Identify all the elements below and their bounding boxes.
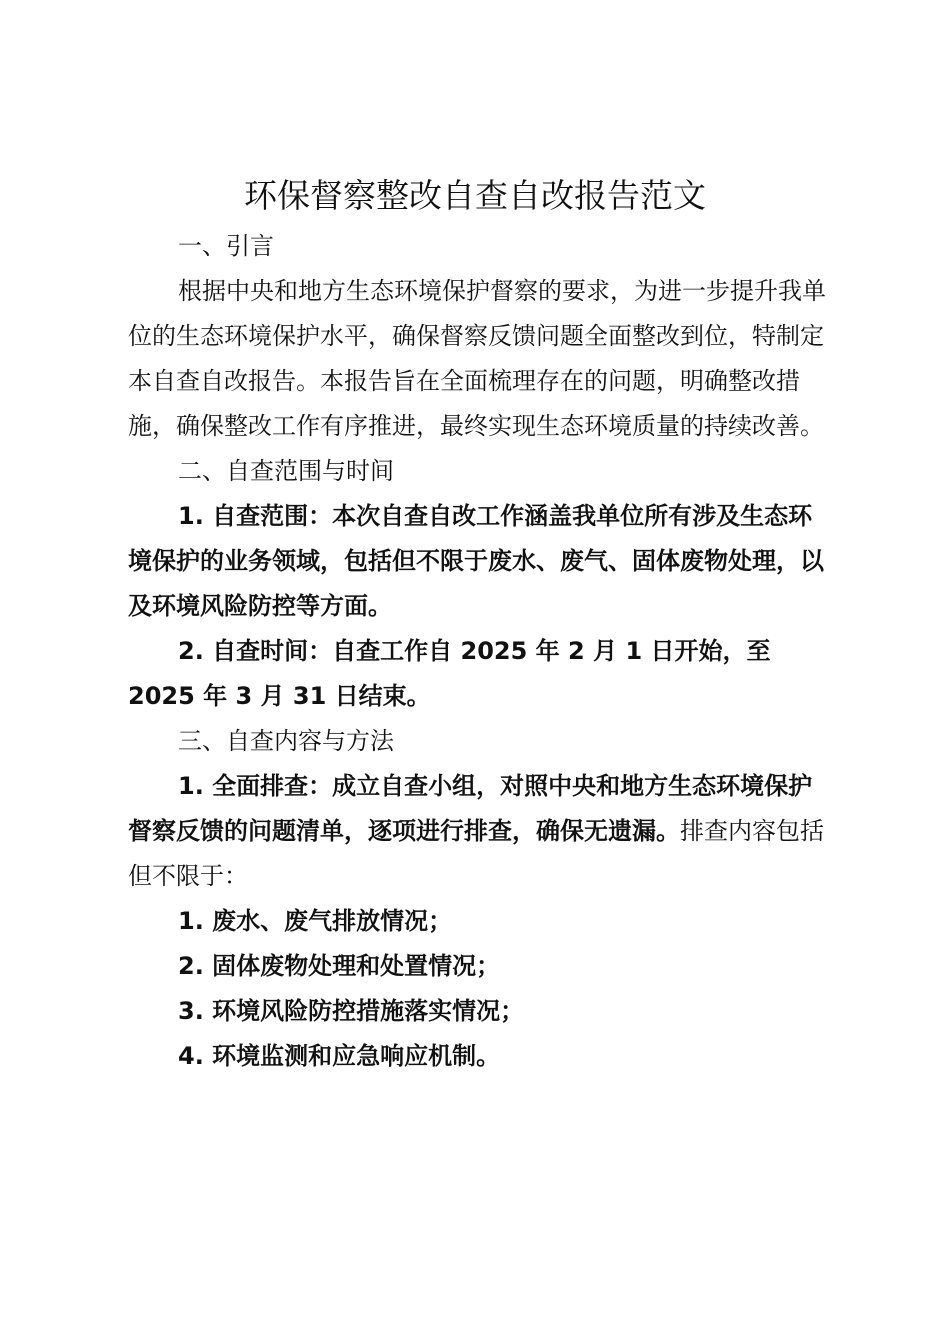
section3-item-check (128, 764, 828, 899)
section2-heading: 二、自查范围与时间 (178, 457, 394, 485)
section3-item-check-plain: 排查内容包括但不限于： (128, 817, 824, 890)
document-body (128, 224, 828, 1079)
list-item: 1. 废水、废气排放情况； (178, 907, 453, 935)
section1-paragraph: 根据中央和地方生态环境保护督察的要求，为进一步提升我单位的生态环境保护水平，确保督察反馈问题全面整改到位，特制定本自查自改报告。本报告旨在全面梳理存在的问题，明确整改措施，确保整改工作有序推进，最终实现生态环境质量的持续改善。 (128, 277, 826, 440)
section3-heading: 三、自查内容与方法 (178, 727, 394, 755)
section2-item-scope: 1. 自查范围：本次自查自改工作涵盖我单位所有涉及生态环境保护的业务领域，包括但不限于废水、废气、固体废物处理，以及环境风险防控等方面。 (128, 502, 824, 620)
list-item: 4. 环境监测和应急响应机制。 (178, 1042, 501, 1070)
section1-heading: 一、引言 (178, 232, 274, 260)
list-item: 3. 环境风险防控措施落实情况； (178, 997, 525, 1025)
document-title: 环保督察整改自查自改报告范文 (244, 176, 706, 215)
list-item: 2. 固体废物处理和处置情况； (178, 952, 501, 980)
section3-item-check-bold: 1. 全面排查：成立自查小组，对照中央和地方生态环境保护督察反馈的问题清单，逐项进行排查，确保无遗漏。 (128, 772, 813, 845)
section2-item-time: 2. 自查时间：自查工作自 2025 年 2 月 1 日开始，至 2025 年 3 月 31 日结束。 (128, 637, 771, 710)
